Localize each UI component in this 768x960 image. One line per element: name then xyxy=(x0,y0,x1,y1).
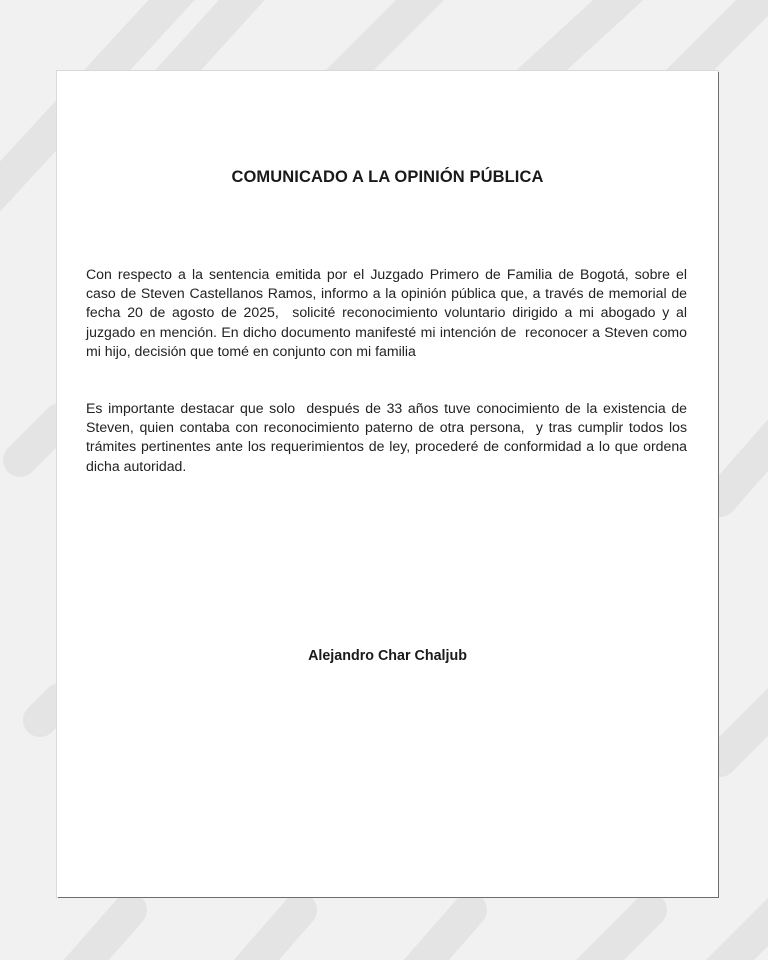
signature-name: Alejandro Char Chaljub xyxy=(308,648,467,664)
document-body xyxy=(86,265,691,476)
paragraph-1: Con respecto a la sentencia emitida por el Juzgado Primero de Familia de Bogotá, sobre el caso de Steven Castellanos Ramos, informo a la opinión pública que, a través de memorial de fecha 20 de agosto de 2025, solicité reconocimiento voluntario dirigido a mi abogado y al juzgado en mención. En dicho documento manifesté mi intención de reconocer a Steven como mi hijo, decisión que tomé en conjunto con mi familia xyxy=(86,266,691,359)
paragraph-2: Es importante destacar que solo después de 33 años tuve conocimiento de la existencia de Steven, quien contaba con reconocimiento paterno de otra persona, y tras cumplir todos los trámites pertinentes ante los requerimientos de ley, procederé de conformidad a lo que ordena dicha autoridad. xyxy=(86,400,691,474)
document-page xyxy=(57,71,718,897)
document-title: COMUNICADO A LA OPINIÓN PÚBLICA xyxy=(231,168,544,186)
